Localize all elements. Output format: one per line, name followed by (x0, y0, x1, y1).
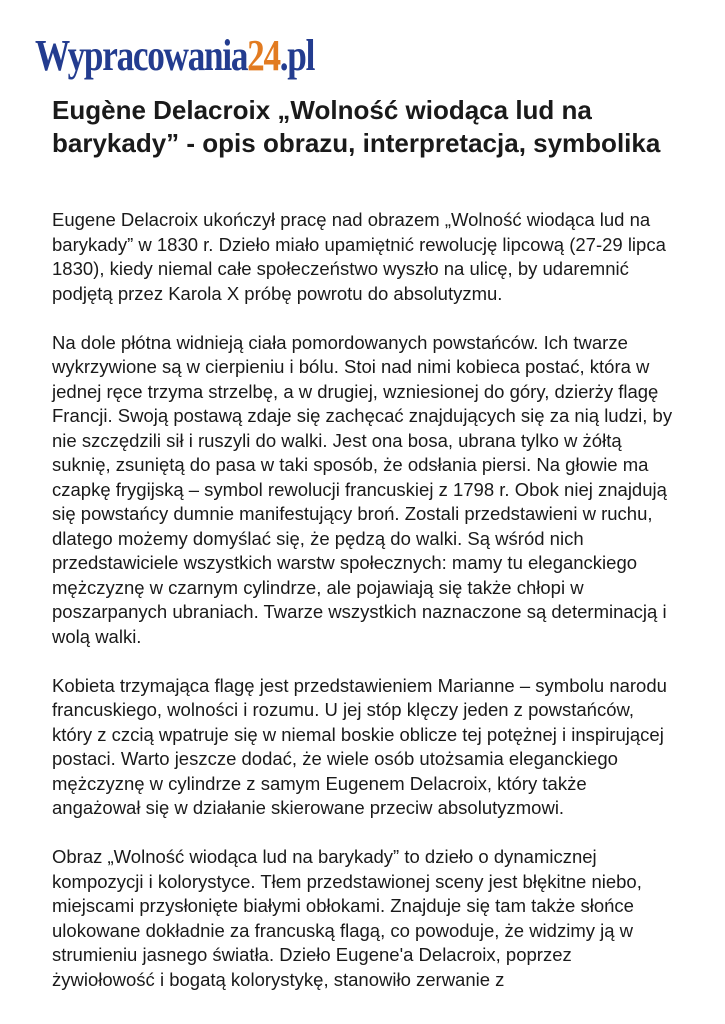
article-paragraph: Na dole płótna widnieją ciała pomordowanych powstańców. Ich twarze wykrzywione są w cierpieniu i bólu. Stoi nad nimi kobieca postać, która w jednej ręce trzyma strzelbę, a w drugiej, wzniesionej do góry, dzierży flagę Francji. Swoją postawą zdaje się zachęcać znajdujących się za nią ludzi, by nie szczędzili sił i ruszyli do walki. Jest ona bosa, ubrana tylko w żółtą suknię, zsuniętą do pasa w taki sposób, że odsłania piersi. Na głowie ma czapkę frygijską – symbol rewolucji francuskiej z 1798 r. Obok niej znajdują się powstańcy dumnie manifestujący broń. Zostali przedstawieni w ruchu, dlatego możemy domyślać się, że pędzą do walki. Są wśród nich przedstawiciele wszystkich warstw społecznych: mamy tu eleganckiego mężczyznę w czarnym cylindrze, ale pojawiają się także chłopi w poszarpanych ubraniach. Twarze wszystkich naznaczone są determinacją i wolą walki. (52, 331, 673, 647)
article-paragraph: Kobieta trzymająca flagę jest przedstawieniem Marianne – symbolu narodu francuskiego, wolności i rozumu. U jej stóp klęczy jeden z powstańców, który z czcią wpatruje się w niemal boskie oblicze tej potężnej i inspirującej postaci. Warto jeszcze dodać, że wiele osób utożsamia eleganckiego mężczyznę w cylindrze z samym Eugenem Delacroix, który także angażował się w działanie skierowane przeciw absolutyzmowi. (52, 674, 667, 818)
logo-text-domain: .pl (279, 31, 315, 80)
article-paragraph: Eugene Delacroix ukończył pracę nad obrazem „Wolność wiodąca lud na barykady” w 1830 r. Dzieło miało upamiętnić rewolucję lipcową (27-29 lipca 1830), kiedy niemal całe społeczeństwo wyszło na ulicę, by udaremnić podjętą przez Karola X próbę powrotu do absolutyzmu. (52, 209, 666, 304)
site-logo[interactable] (35, 16, 314, 78)
logo-text-main: Wypracowania (35, 31, 248, 80)
article-title: Eugène Delacroix „Wolność wiodąca lud na barykady” - opis obrazu, interpretacja, symbolika (52, 95, 661, 158)
article-body (52, 208, 677, 1017)
logo-text-number: 24 (247, 31, 280, 80)
article-paragraph: Obraz „Wolność wiodąca lud na barykady” to dzieło o dynamicznej kompozycji i kolorystyce. Tłem przedstawionej sceny jest błękitne niebo, miejscami przysłonięte białymi obłokami. Znajduje się tam także słońce ulokowane dokładnie za francuską flagą, co powoduje, że widzimy ją w strumieniu jasnego światła. Dzieło Eugene'a Delacroix, poprzez żywiołowość i bogatą kolorystykę, stanowiło zerwanie z (52, 846, 642, 990)
